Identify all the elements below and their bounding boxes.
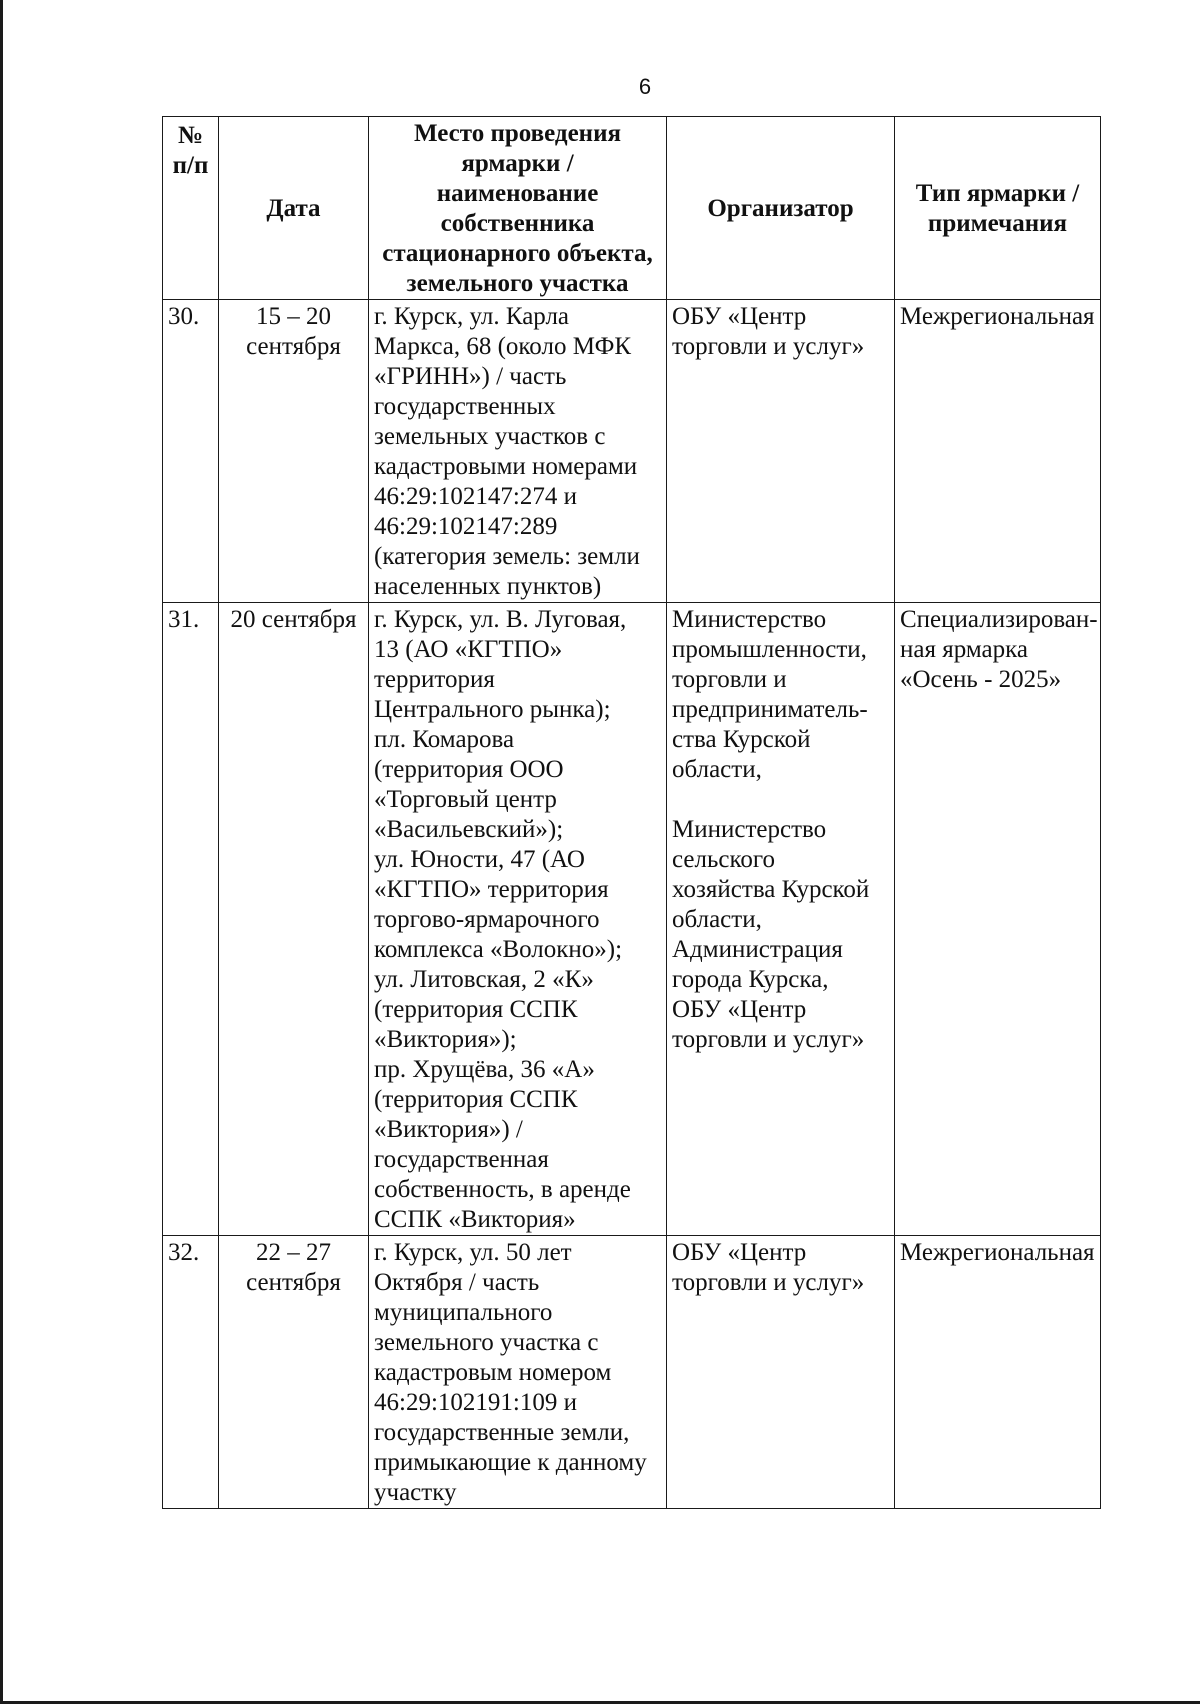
row-organizer: ОБУ «Центр торговли и услуг» [667,1236,895,1509]
scan-edge-left [0,0,3,1704]
row-date: 20 сентября [219,603,369,1236]
row-num: 30. [163,300,219,603]
fairs-table [162,116,1101,1509]
row-organizer: Министерство промышленности, торговли и предприниматель- ства Курской области, Министерство сельского хозяйства Курской области, Администрация города Курска, ОБУ «Центр торговли и услуг» [667,603,895,1236]
header-num: № п/п [163,117,219,300]
header-type: Тип ярмарки / примечания [895,117,1101,300]
row-date: 15 – 20 сентября [219,300,369,603]
table-row [163,1236,1101,1509]
table-header [163,117,1101,300]
row-type: Межрегиональная [895,300,1101,603]
row-date: 22 – 27 сентября [219,1236,369,1509]
header-date: Дата [219,117,369,300]
header-row [163,117,1101,300]
table-row [163,603,1101,1236]
row-num: 32. [163,1236,219,1509]
table-row [163,300,1101,603]
row-place: г. Курск, ул. В. Луговая, 13 (АО «КГТПО» территория Центрального рынка); пл. Комарова (территория ООО «Торговый центр «Васильевский»); ул. Юности, 47 (АО «КГТПО» территория торгово-ярмарочного комплекса «Волокно»); ул. Литовская, 2 «К» (территория ССПК «Виктория»); пр. Хрущёва, 36 «А» (территория ССПК «Виктория») / государственная собственность, в аренде ССПК «Виктория» [369,603,667,1236]
row-type: Специализирован- ная ярмарка «Осень - 2025» [895,603,1101,1236]
header-place: Место проведения ярмарки / наименование собственника стационарного объекта, земельного участка [369,117,667,300]
table-body [163,300,1101,1509]
row-place: г. Курск, ул. 50 лет Октября / часть муниципального земельного участка с кадастровым номером 46:29:102191:109 и государственные земли, примыкающие к данному участку [369,1236,667,1509]
row-type: Межрегиональная [895,1236,1101,1509]
page-number: 6 [638,74,652,99]
row-place: г. Курск, ул. Карла Маркса, 68 (около МФК «ГРИНН») / часть государственных земельных участков с кадастровыми номерами 46:29:102147:274 и 46:29:102147:289 (категория земель: земли населенных пунктов) [369,300,667,603]
row-organizer: ОБУ «Центр торговли и услуг» [667,300,895,603]
row-num: 31. [163,603,219,1236]
header-organizer: Организатор [667,117,895,300]
